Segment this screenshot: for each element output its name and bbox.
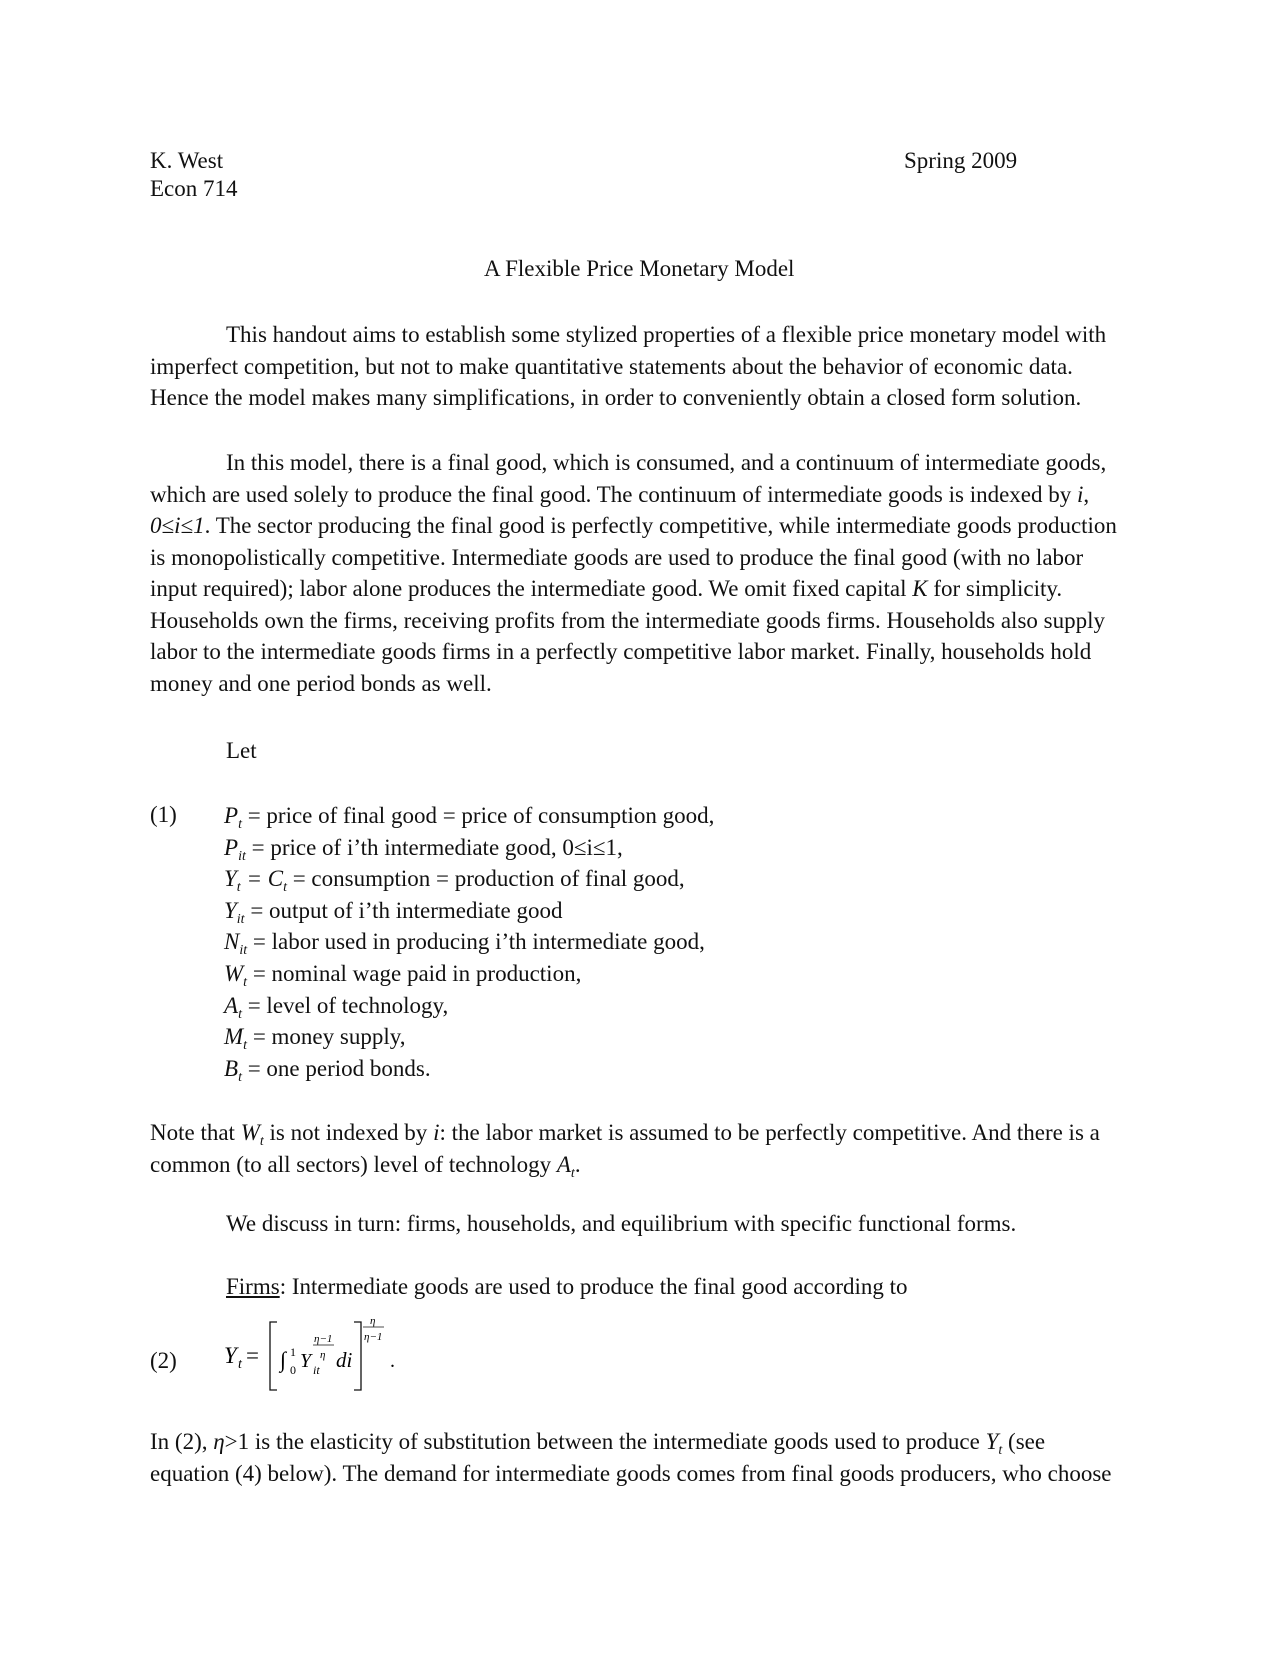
discussion-outline: We discuss in turn: firms, households, and equilibrium with specific functional forms. (226, 1211, 1017, 1236)
right-bracket (354, 1322, 361, 1390)
differential: di (336, 1348, 353, 1372)
definition-item: $M_t$ = money supply, (224, 1024, 406, 1054)
integral-sign: ∫ (280, 1347, 287, 1372)
author-name: K. West (150, 148, 224, 173)
integral-upper: 1 (290, 1345, 296, 1359)
document-title: A Flexible Price Monetary Model (484, 256, 795, 281)
index-range: 0≤i≤1 (150, 513, 205, 538)
integrand-sub: it (313, 1363, 320, 1377)
inner-exponent-numerator: η−1 (314, 1333, 333, 1345)
term-label: Spring 2009 (904, 148, 1018, 173)
ces-aggregator-equation (224, 1312, 464, 1392)
equation-2-number: (2) (150, 1348, 177, 1373)
definition-item: $N_{it}$ = labor used in producing i’th intermediate good, (224, 929, 705, 959)
note-paragraph: Note that $W_t$ is not indexed by i: the labor market is assumed to be perfectly competitive. And there is a common (to all sectors) level of technology $A_t$. (150, 1120, 1100, 1181)
eq2-lhs-sub: t (238, 1357, 242, 1372)
eq2-lhs: Y (224, 1343, 237, 1368)
integral-lower: 0 (290, 1363, 296, 1377)
definition-item: $Y_{it}$ = output of i’th intermediate good (224, 897, 563, 927)
definition-item: $W_t$ = nominal wage paid in production, (224, 960, 582, 990)
left-bracket (270, 1322, 277, 1390)
eq2-period: . (390, 1350, 395, 1372)
elasticity-paragraph: In (2), η>1 is the elasticity of substitution between the intermediate goods used to produce $Y_t$ (see equation (4) below). The demand for intermediate goods comes from final goods producers, who choose (150, 1429, 1112, 1486)
model-description-paragraph: In this model, there is a final good, which is consumed, and a continuum of intermediate goods, which are used solely to produce the final good. The continuum of intermediate goods is indexed by i, 0≤i≤1. The sector producing the final good is perfectly competitive, while intermediate goods production is monopolistically competitive. Intermediate goods are used to produce the final good (with no labor input required); labor alone produces the intermediate good. We omit fixed capital K for simplicity. Households own the firms, receiving profits from the intermediate goods firms. Households also supply labor to the intermediate goods firms in a perfectly competitive labor market. Finally, households hold money and one period bonds as well. (150, 450, 1117, 696)
definition-item: $P_{it}$ = price of i’th intermediate good, 0≤i≤1, (224, 834, 623, 864)
firms-section: Firms: Intermediate goods are used to produce the final good according to (226, 1274, 908, 1299)
intro-paragraph: This handout aims to establish some stylized properties of a flexible price monetary model with imperfect competition, but not to make quantitative statements about the behavior of economic data. Hence the model makes many simplifications, in order to conveniently obtain a closed form solution. (150, 322, 1107, 410)
definition-item: $Y_t = C_t$ = consumption = production of final good, (224, 866, 685, 896)
firms-heading: Firms (226, 1274, 280, 1299)
outer-exponent-denominator: η−1 (364, 1331, 383, 1343)
definition-item: $B_t$ = one period bonds. (224, 1055, 431, 1085)
definition-item: $P_t$ = price of final good = price of consumption good, (224, 803, 715, 832)
equation-1-number: (1) (150, 802, 177, 827)
definition-item: $A_t$ = level of technology, (224, 992, 449, 1022)
capital-K: K (912, 576, 928, 601)
definitions-list (224, 800, 714, 1084)
integrand: Y (300, 1350, 312, 1372)
inner-exponent-denominator: η (320, 1349, 326, 1361)
outer-exponent-numerator: η (370, 1315, 376, 1327)
course-code: Econ 714 (150, 176, 238, 201)
let-label: Let (226, 738, 257, 763)
eq2-equals: = (246, 1343, 259, 1368)
index-i: i (1077, 481, 1084, 507)
